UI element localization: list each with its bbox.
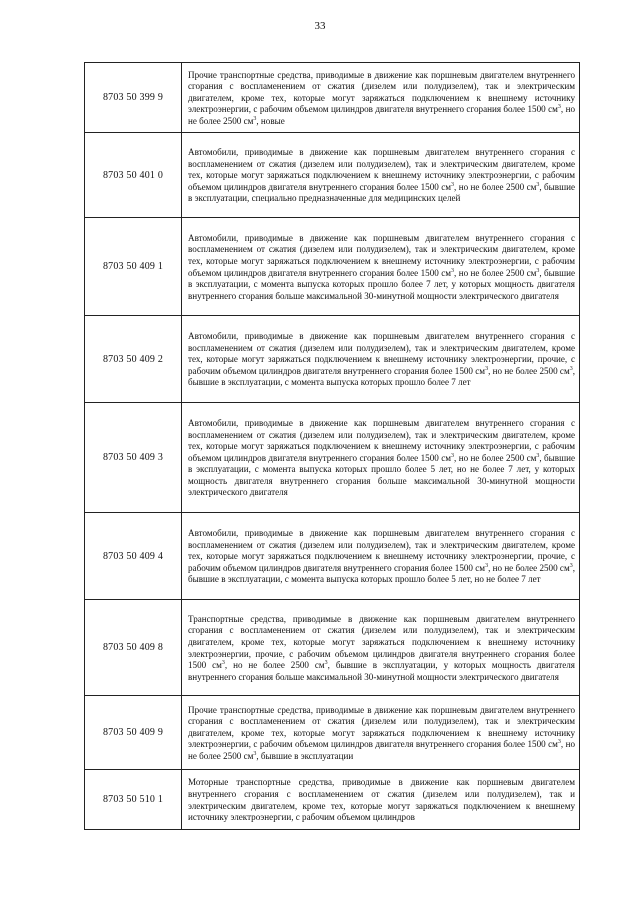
tariff-description: Прочие транспортные средства, приводимые в движение как поршневым двигателем внутреннего сгорания с воспламенением от сжатия (дизелем или полудизелем), так и электрическим двигателем, кроме тех, которые могут заряжаться подключением к внешнему источнику электроэнергии, с рабочим объемом цилиндров двигателя внутреннего сгорания более 1500 $см^3$, но не более 2500 $см^3$, бывшие в эксплуатации xyxy=(182,696,580,770)
table-row xyxy=(85,316,580,403)
tariff-code: 8703 50 401 0 xyxy=(85,133,182,218)
tariff-description: Автомобили, приводимые в движение как поршневым двигателем внутреннего сгорания с воспламенением от сжатия (дизелем или полудизелем), так и электрическим двигателем, кроме тех, которые могут заряжаться подключением к внешнему источнику электроэнергии, прочие, с рабочим объемом цилиндров двигателя внутреннего сгорания более 1500 $см^3$, но не более 2500 $см^3$, бывшие в эксплуатации, с момента выпуска которых прошло более 7 лет xyxy=(182,316,580,403)
tariff-description: Автомобили, приводимые в движение как поршневым двигателем внутреннего сгорания с воспламенением от сжатия (дизелем или полудизелем), так и электрическим двигателем, кроме тех, которые могут заряжаться подключением к внешнему источнику электроэнергии, с рабочим объемом цилиндров двигателя внутреннего сгорания более 1500 $см^3$, но не более 2500 $см^3$, бывшие в эксплуатации, специально предназначенные для медицинских целей xyxy=(182,133,580,218)
tariff-code: 8703 50 409 8 xyxy=(85,600,182,696)
tariff-description: Автомобили, приводимые в движение как поршневым двигателем внутреннего сгорания с воспламенением от сжатия (дизелем или полудизелем), так и электрическим двигателем, кроме тех, которые могут заряжаться подключением к внешнему источнику электроэнергии, прочие, с рабочим объемом цилиндров двигателя внутреннего сгорания более 1500 $см^3$, но не более 2500 $см^3$, бывшие в эксплуатации, с момента выпуска которых прошло более 5 лет, но не более 7 лет xyxy=(182,513,580,600)
tariff-code-table xyxy=(84,62,580,830)
tariff-code: 8703 50 409 4 xyxy=(85,513,182,600)
table-row xyxy=(85,696,580,770)
tariff-code: 8703 50 399 9 xyxy=(85,63,182,133)
table-row xyxy=(85,513,580,600)
tariff-code: 8703 50 409 1 xyxy=(85,218,182,316)
table-row xyxy=(85,770,580,830)
tariff-description: Моторные транспортные средства, приводимые в движение как поршневым двигателем внутреннего сгорания с воспламенением от сжатия (дизелем или полудизелем), так и электрическим двигателем, кроме тех, которые могут заряжаться подключением к внешнему источнику электроэнергии, с рабочим объемом цилиндров xyxy=(182,770,580,830)
tariff-description: Автомобили, приводимые в движение как поршневым двигателем внутреннего сгорания с воспламенением от сжатия (дизелем или полудизелем), так и электрическим двигателем, кроме тех, которые могут заряжаться подключением к внешнему источнику электроэнергии, с рабочим объемом цилиндров двигателя внутреннего сгорания более 1500 $см^3$, но не более 2500 $см^3$, бывшие в эксплуатации, с момента выпуска которых прошло более 7 лет, у которых мощность двигателя внутреннего сгорания больше максимальной 30-минутной мощности электрического двигателя xyxy=(182,218,580,316)
tariff-code: 8703 50 409 2 xyxy=(85,316,182,403)
table-row xyxy=(85,218,580,316)
tariff-code: 8703 50 510 1 xyxy=(85,770,182,830)
page-number: 33 xyxy=(314,20,326,32)
tariff-description: Прочие транспортные средства, приводимые в движение как поршневым двигателем внутреннего сгорания с воспламенением от сжатия (дизелем или полудизелем), так и электрическим двигателем, кроме тех, которые могут заряжаться подключением к внешнему источнику электроэнергии, с рабочим объемом цилиндров двигателя внутреннего сгорания более 1500 $см^3$, но не более 2500 $см^3$, новые xyxy=(182,63,580,133)
tariff-description: Автомобили, приводимые в движение как поршневым двигателем внутреннего сгорания с воспламенением от сжатия (дизелем или полудизелем), так и электрическим двигателем, кроме тех, которые могут заряжаться подключением к внешнему источнику электроэнергии, с рабочим объемом цилиндров двигателя внутреннего сгорания более 1500 $см^3$, но не более 2500 $см^3$, бывшие в эксплуатации, с момента выпуска которых прошло более 5 лет, но не более 7 лет, у которых мощность двигателя внутреннего сгорания больше максимальной 30-минутной мощности электрического двигателя xyxy=(182,403,580,513)
tariff-code: 8703 50 409 9 xyxy=(85,696,182,770)
tariff-code: 8703 50 409 3 xyxy=(85,403,182,513)
table-row xyxy=(85,133,580,218)
table-row xyxy=(85,63,580,133)
table-row xyxy=(85,403,580,513)
tariff-description: Транспортные средства, приводимые в движение как поршневым двигателем внутреннего сгорания с воспламенением от сжатия (дизелем или полудизелем), так и электрическим двигателем, кроме тех, которые могут заряжаться подключением к внешнему источнику электроэнергии, прочие, с рабочим объемом цилиндров двигателя внутреннего сгорания более 1500 $см^3$, но не более 2500 $см^3$, бывшие в эксплуатации, у которых мощность двигателя внутреннего сгорания больше максимальной 30-минутной мощности электрического двигателя xyxy=(182,600,580,696)
table-row xyxy=(85,600,580,696)
